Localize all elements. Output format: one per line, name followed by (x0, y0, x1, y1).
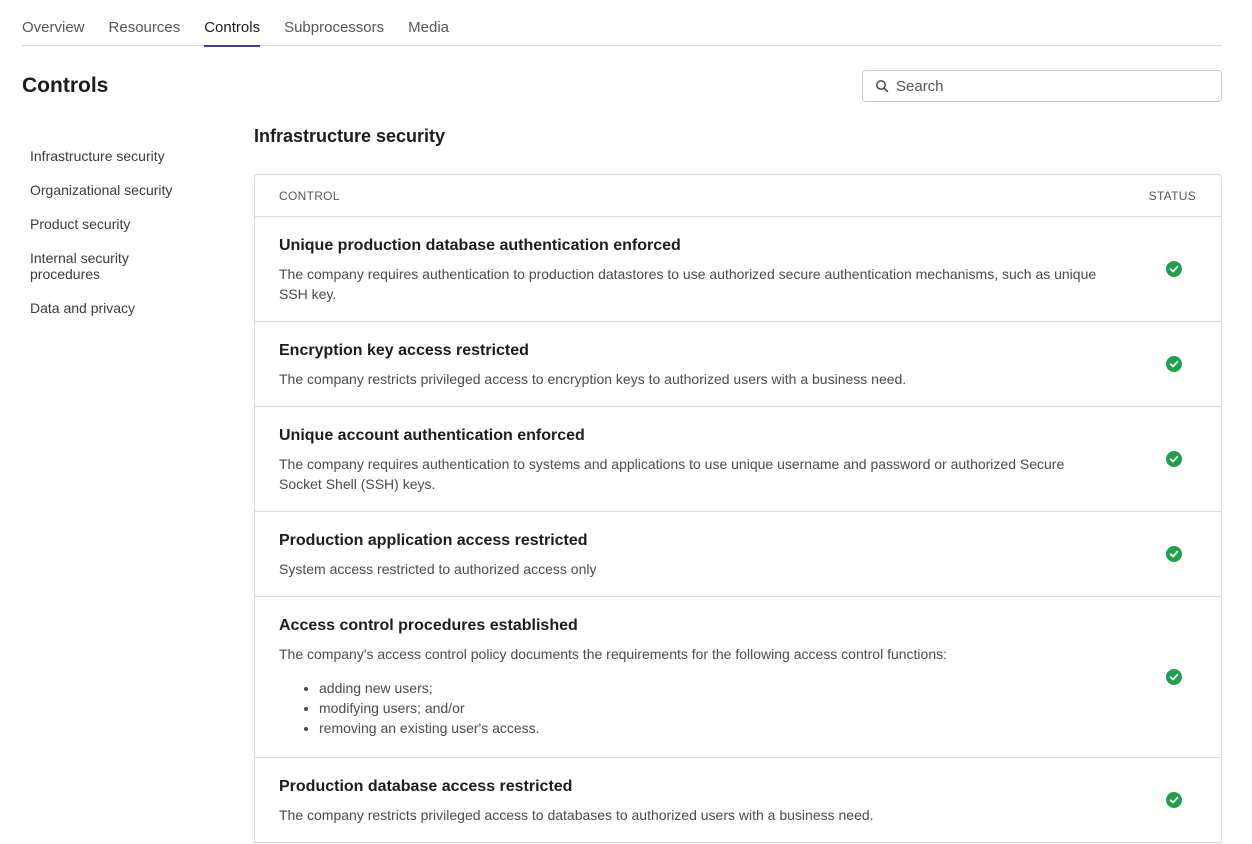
table-row[interactable] (255, 597, 1221, 758)
tab-resources[interactable]: Resources (108, 19, 181, 36)
list-item: • modifying users; and/or (319, 698, 1109, 718)
column-header-control: CONTROL (279, 188, 340, 203)
column-header-status: STATUS (1148, 188, 1196, 203)
table-row[interactable] (255, 512, 1221, 597)
control-title: Production application access restricted (279, 532, 588, 549)
sidebar-item-data-and-privacy[interactable]: Data and privacy (30, 300, 136, 316)
table-row[interactable] (255, 322, 1221, 407)
control-title: Access control procedures established (279, 617, 578, 634)
check-circle-icon (1166, 669, 1182, 685)
control-description: The company restricts privileged access to databases to authorized users with a business need. (279, 807, 874, 823)
status-cell (1151, 356, 1197, 372)
control-description: The company restricts privileged access to encryption keys to authorized users with a business need. (279, 371, 907, 387)
sidebar-item-infrastructure-security[interactable]: Infrastructure security (30, 148, 165, 164)
control-title: Production database access restricted (279, 778, 573, 795)
control-description: System access restricted to authorized access only (279, 561, 597, 577)
check-circle-icon (1166, 792, 1182, 808)
control-description: The company requires authentication to production datastores to use authorized secure authentication mechanisms, such as unique SSH key. (279, 266, 1097, 302)
status-cell (1151, 546, 1197, 562)
check-circle-icon (1166, 356, 1182, 372)
sidebar-item-product-security[interactable]: Product security (30, 216, 131, 232)
list-item: • adding new users; (319, 678, 1109, 698)
control-title: Encryption key access restricted (279, 342, 529, 359)
search-box[interactable] (862, 70, 1222, 102)
top-tabs (22, 0, 1222, 46)
tab-overview[interactable]: Overview (22, 19, 85, 36)
check-circle-icon (1166, 261, 1182, 277)
control-info (279, 407, 1109, 511)
section-title: Infrastructure security (254, 126, 446, 146)
status-cell (1151, 261, 1197, 277)
control-title: Unique account authentication enforced (279, 427, 585, 444)
page-title: Controls (22, 74, 109, 97)
control-info (279, 322, 1109, 406)
status-cell (1151, 792, 1197, 808)
table-row[interactable] (255, 758, 1221, 843)
search-input[interactable] (896, 78, 1196, 95)
table-row[interactable] (255, 407, 1221, 512)
check-circle-icon (1166, 546, 1182, 562)
list-item: • removing an existing user's access. (319, 718, 1109, 738)
sidebar-item-organizational-security[interactable]: Organizational security (30, 182, 173, 198)
tab-media[interactable]: Media (408, 19, 449, 36)
tab-controls[interactable]: Controls (204, 0, 260, 46)
control-description: The company requires authentication to systems and applications to use unique username and password or authorized Secure Socket Shell (SSH) keys. (279, 456, 1065, 492)
sidebar (30, 148, 220, 334)
status-cell (1151, 669, 1197, 685)
status-cell (1151, 451, 1197, 467)
check-circle-icon (1166, 451, 1182, 467)
control-function-list (279, 678, 1109, 738)
control-title: Unique production database authentication enforced (279, 237, 681, 254)
controls-table (254, 174, 1222, 843)
control-info (279, 512, 1109, 596)
table-header (255, 175, 1221, 217)
search-icon (875, 79, 889, 93)
tab-subprocessors[interactable]: Subprocessors (284, 19, 385, 36)
control-info (279, 217, 1109, 321)
control-description: The company's access control policy documents the requirements for the following access control functions: (279, 646, 947, 662)
control-info (279, 758, 1109, 842)
control-info (279, 597, 1109, 757)
sidebar-item-internal-security-procedures[interactable]: Internal security procedures (30, 250, 129, 282)
table-row[interactable] (255, 217, 1221, 322)
